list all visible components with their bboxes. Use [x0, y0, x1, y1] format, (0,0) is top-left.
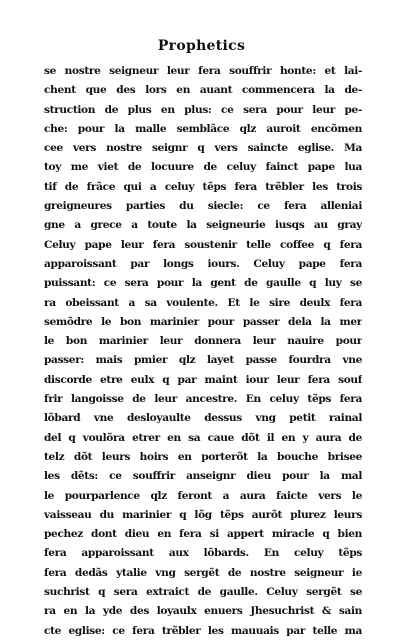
- text-line: lõbard vne desloyaulte dessus vng petit rainal: [44, 412, 362, 425]
- text-line: del q voulõra etrer en sa caue dõt il en y aura de: [44, 431, 362, 444]
- text-line: struction de plus en plus: ce sera pour leur pe-: [44, 103, 362, 116]
- text-line: fera apparoissant aux lõbards. En celuy tẽps: [44, 547, 362, 560]
- text-line: Celuy pape leur fera soustenir telle coffee q fera: [44, 238, 362, 251]
- text-block: [44, 62, 362, 641]
- text-line: gne a grece a toute la seigneurie iusqs au gray: [44, 219, 362, 232]
- text-line: pechez dont dieu en fera si appert miracle q bien: [44, 528, 362, 541]
- text-line: ra en la yde des loyaulx enuers Jhesuchrist & sain: [44, 605, 362, 618]
- text-line: chent que des lors en auant commencera la de-: [44, 84, 362, 97]
- text-line: telz dõt leurs hoirs en porterõt la bouche brisee: [44, 450, 362, 463]
- text-line: che: pour la malle semblãce qlz auroit encõmen: [44, 122, 362, 135]
- running-head: Prophetics: [157, 38, 246, 54]
- text-line: suchrist q sera extraict de gaulle. Celuy sergẽt se: [44, 586, 362, 599]
- text-line: fera dedãs ytalie vng sergẽt de nostre seigneur ie: [44, 566, 362, 579]
- text-line: cee vers nostre seignr q vers saincte eglise. Ma: [44, 142, 362, 155]
- text-line: le bon marinier leur donnera leur nauire pour: [44, 335, 362, 348]
- text-line: vaisseau du marinier q lõg tẽps aurõt plurez leurs: [44, 508, 362, 521]
- text-line: apparoissant par longs iours. Celuy pape fera: [44, 257, 362, 270]
- text-line: toy me viet de locuure de celuy fainct pape lua: [44, 161, 362, 174]
- text-line: passer: mais pmier qlz layet passe fourdra vne: [44, 354, 362, 367]
- text-line: semõdre le bon marinier pour passer dela la mer: [44, 315, 362, 328]
- text-line: cte eglise: ce fera trẽbler les mauuais par telle ma: [44, 624, 362, 637]
- text-line: le pourparlence qlz feront a aura faicte vers le: [44, 489, 362, 502]
- text-line: frir langoisse de leur ancestre. En celuy tẽps fera: [44, 393, 362, 406]
- text-line: tif de frãce qui a celuy tẽps fera trẽbler les trois: [44, 180, 362, 193]
- text-line: discorde etre eulx q par maint iour leur fera souf: [44, 373, 362, 386]
- text-line: ra obeissant a sa voulente. Et le sire deulx fera: [44, 296, 362, 309]
- text-line: se nostre seigneur leur fera souffrir honte: et lai-: [44, 65, 362, 77]
- text-line: puissant: ce sera pour la gent de gaulle q luy se: [44, 277, 362, 290]
- text-line: les dẽts: ce souffrir anseignr dieu pour la mal: [44, 470, 362, 483]
- text-line: greigneures parties du siecle: ce fera alleniai: [44, 200, 362, 213]
